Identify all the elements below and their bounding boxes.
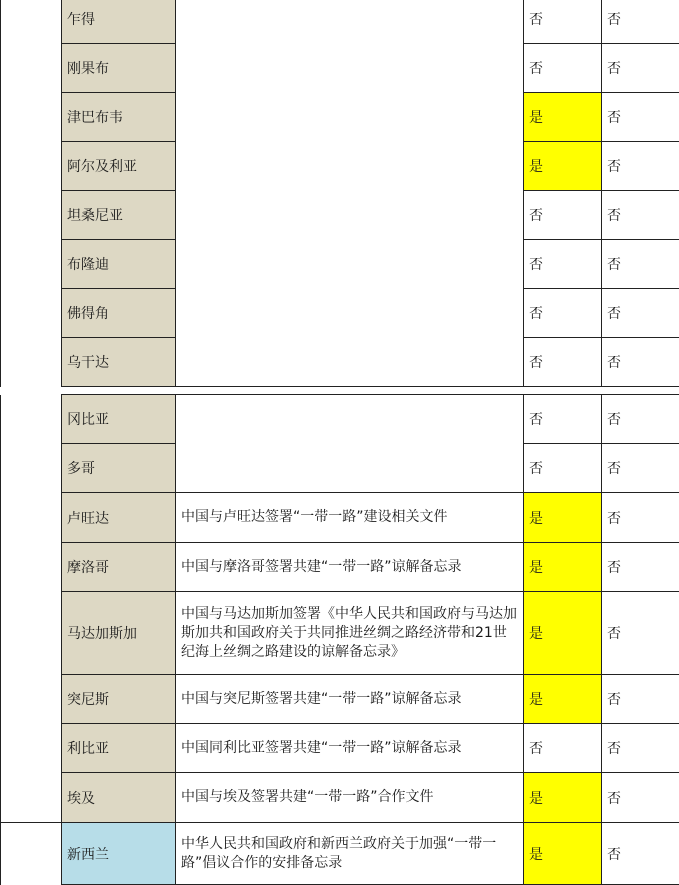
flag-cell-col4: 否 [602,338,679,387]
country-cell: 埃及 [62,773,176,823]
country-cell: 多哥 [62,444,176,493]
flag-cell-col4: 否 [602,724,679,773]
country-cell: 冈比亚 [62,395,176,444]
document-cell: 中国与摩洛哥签署共建“一带一路”谅解备忘录 [176,543,524,592]
flag-cell-col4: 否 [602,823,679,885]
flag-cell-col4: 否 [602,142,679,191]
flag-cell-col3: 是 [524,493,602,543]
flag-cell-col3: 否 [524,0,602,44]
table-segment-a [0,0,679,387]
flag-cell-col3: 否 [524,338,602,387]
flag-cell-col4: 否 [602,289,679,338]
country-cell: 坦桑尼亚 [62,191,176,240]
country-cell: 摩洛哥 [62,543,176,592]
flag-cell-col4: 否 [602,493,679,543]
flag-cell-col4: 否 [602,93,679,142]
flag-cell-col4: 否 [602,675,679,724]
country-cell: 乍得 [62,0,176,44]
document-cell: 中华人民共和国政府和新西兰政府关于加强“一带一路”倡议合作的安排备忘录 [176,823,524,885]
flag-cell-col3: 否 [524,724,602,773]
table-row [1,493,679,543]
table-row [1,0,679,44]
flag-cell-col3: 否 [524,395,602,444]
flag-cell-col3: 是 [524,592,602,675]
country-cell: 乌干达 [62,338,176,387]
flag-cell-col4: 否 [602,395,679,444]
table-row [1,543,679,592]
flag-cell-col3: 否 [524,44,602,93]
country-cell: 新西兰 [62,823,176,885]
flag-cell-col3: 是 [524,773,602,823]
document-cell: 中国与卢旺达签署“一带一路”建设相关文件 [176,493,524,543]
country-cell: 阿尔及利亚 [62,142,176,191]
country-cell: 突尼斯 [62,675,176,724]
region-cell [1,0,62,387]
flag-cell-col3: 是 [524,823,602,885]
table-row [1,724,679,773]
flag-cell-col3: 否 [524,289,602,338]
table-row [1,675,679,724]
document-cell: 中国与马达加斯加签署《中华人民共和国政府与马达加斯加共和国政府关于共同推进丝绸之路经济带和21世纪海上丝绸之路建设的谅解备忘录》 [176,592,524,675]
country-cell: 卢旺达 [62,493,176,543]
flag-cell-col4: 否 [602,44,679,93]
country-cell: 马达加斯加 [62,592,176,675]
flag-cell-col4: 否 [602,592,679,675]
flag-cell-col4: 否 [602,773,679,823]
flag-cell-col3: 是 [524,142,602,191]
document-cell: 中国与埃及签署共建“一带一路”合作文件 [176,773,524,823]
flag-cell-col4: 否 [602,191,679,240]
document-cell-merged [176,395,524,493]
document-cell: 中国与突尼斯签署共建“一带一路”谅解备忘录 [176,675,524,724]
document-cell-merged [176,0,524,387]
country-cell: 利比亚 [62,724,176,773]
flag-cell-col3: 是 [524,93,602,142]
document-cell: 中国同利比亚签署共建“一带一路”谅解备忘录 [176,724,524,773]
flag-cell-col3: 是 [524,543,602,592]
flag-cell-col3: 否 [524,444,602,493]
country-cell: 佛得角 [62,289,176,338]
region-cell [1,395,62,823]
flag-cell-col3: 否 [524,191,602,240]
flag-cell-col4: 否 [602,543,679,592]
country-cell: 津巴布韦 [62,93,176,142]
table-row [1,823,679,885]
table-row [1,592,679,675]
table-row [1,773,679,823]
flag-cell-col4: 否 [602,240,679,289]
table-segment-b [0,394,679,885]
country-cell: 刚果布 [62,44,176,93]
region-cell [1,823,62,885]
flag-cell-col3: 否 [524,240,602,289]
flag-cell-col4: 否 [602,0,679,44]
flag-cell-col4: 否 [602,444,679,493]
flag-cell-col3: 是 [524,675,602,724]
country-cell: 布隆迪 [62,240,176,289]
table-row [1,395,679,444]
